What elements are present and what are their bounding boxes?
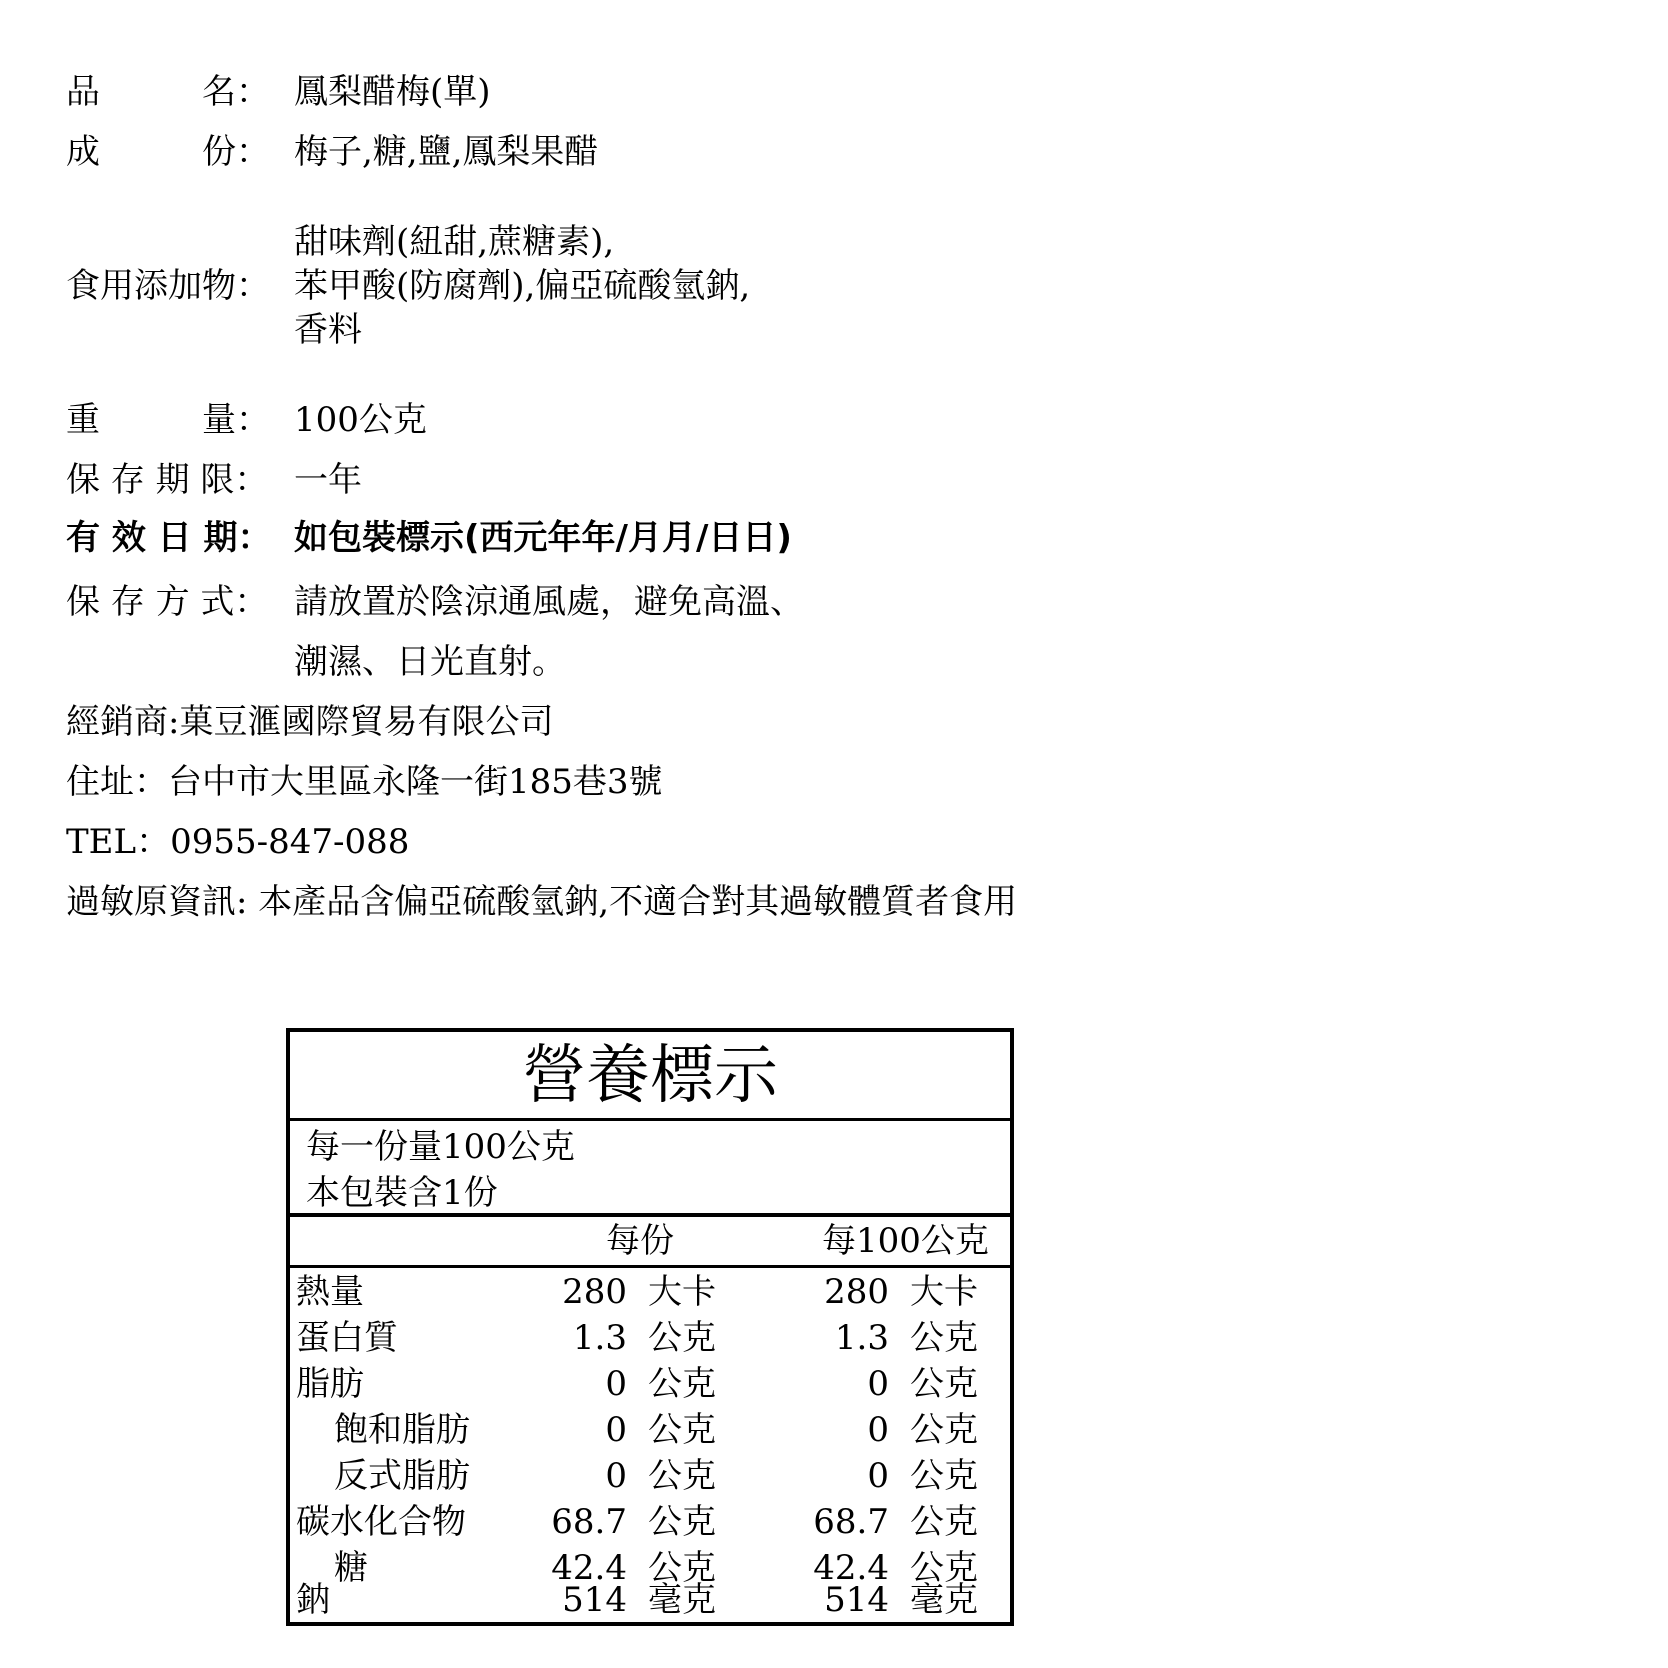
nutrient-name: 蛋白質 xyxy=(296,1318,398,1358)
nutrient-name: 反式脂肪 xyxy=(334,1456,470,1496)
per-serving-unit: 大卡 xyxy=(648,1272,716,1312)
per-serving-unit: 公克 xyxy=(648,1410,716,1450)
table-row xyxy=(290,1315,1010,1361)
address: 住址：台中市大里區永隆一街185巷3號 xyxy=(66,762,663,802)
nutrition-title: 營養標示 xyxy=(290,1032,1010,1121)
per-100g-unit: 毫克 xyxy=(910,1580,978,1620)
per-serving-value: 0 xyxy=(605,1364,627,1404)
distributor: 經銷商:菓豆滙國際貿易有限公司 xyxy=(66,702,554,742)
per-100g-value: 0 xyxy=(867,1364,889,1404)
per-100g-unit: 公克 xyxy=(910,1364,978,1404)
per-100g-value: 0 xyxy=(867,1410,889,1450)
per-serving-unit: 公克 xyxy=(648,1318,716,1358)
shelf-life-value: 一年 xyxy=(294,460,362,500)
nutrient-name: 熱量 xyxy=(296,1272,364,1312)
per-100g-value: 280 xyxy=(824,1272,889,1312)
per-100g-value: 514 xyxy=(824,1580,889,1620)
per-serving-value: 1.3 xyxy=(572,1318,627,1358)
ingredients-value: 梅子,糖,鹽,鳳梨果醋 xyxy=(294,132,599,172)
per-100g-value: 68.7 xyxy=(813,1502,889,1542)
nutrient-name: 飽和脂肪 xyxy=(334,1410,470,1450)
additives-label: 食用添加物： xyxy=(66,266,270,306)
per-serving-unit: 公克 xyxy=(648,1364,716,1404)
col-per-100g: 每100公克 xyxy=(822,1221,989,1261)
table-row xyxy=(290,1361,1010,1407)
per-100g-unit: 公克 xyxy=(910,1456,978,1496)
per-100g-value: 42.4 xyxy=(813,1548,889,1588)
table-row xyxy=(290,1499,1010,1545)
per-100g-value: 0 xyxy=(867,1456,889,1496)
additives-line-2: 苯甲酸(防腐劑),偏亞硫酸氫鈉, xyxy=(294,266,751,306)
expiry-value: 如包裝標示(西元年年/月月/日日) xyxy=(294,518,792,558)
col-per-serving: 每份 xyxy=(606,1221,674,1261)
allergen-info: 過敏原資訊: 本產品含偏亞硫酸氫鈉,不適合對其過敏體質者食用 xyxy=(66,882,1018,922)
nutrient-name: 鈉 xyxy=(296,1580,330,1620)
per-serving-value: 42.4 xyxy=(551,1548,627,1588)
per-serving-value: 514 xyxy=(562,1580,627,1620)
serving-info xyxy=(290,1121,1010,1217)
table-row xyxy=(290,1453,1010,1499)
per-serving-unit: 毫克 xyxy=(648,1580,716,1620)
nutrient-name: 糖 xyxy=(334,1548,368,1588)
table-row xyxy=(290,1269,1010,1315)
per-serving-unit: 公克 xyxy=(648,1548,716,1588)
nutrition-table xyxy=(286,1028,1014,1626)
name-label: 品 名： xyxy=(66,72,270,112)
per-serving-unit: 公克 xyxy=(648,1456,716,1496)
shelf-life-label: 保 存 期 限： xyxy=(66,460,269,500)
nutrient-name: 碳水化合物 xyxy=(296,1502,466,1542)
per-100g-unit: 公克 xyxy=(910,1410,978,1450)
per-serving-value: 280 xyxy=(562,1272,627,1312)
storage-label: 保 存 方 式： xyxy=(66,582,269,622)
per-100g-value: 1.3 xyxy=(834,1318,889,1358)
per-100g-unit: 公克 xyxy=(910,1548,978,1588)
ingredients-label: 成 份： xyxy=(66,132,270,172)
per-100g-unit: 公克 xyxy=(910,1318,978,1358)
storage-line-2: 潮濕、日光直射。 xyxy=(294,642,566,682)
storage-line-1: 請放置於陰涼通風處，避免高溫、 xyxy=(294,582,804,622)
table-row xyxy=(290,1407,1010,1453)
serving-size: 每一份量100公克 xyxy=(306,1127,575,1167)
per-serving-value: 68.7 xyxy=(551,1502,627,1542)
additives-line-1: 甜味劑(紐甜,蔗糖素), xyxy=(294,222,615,262)
telephone: TEL：0955-847-088 xyxy=(66,822,410,862)
per-serving-value: 0 xyxy=(605,1410,627,1450)
nutrient-name: 脂肪 xyxy=(296,1364,364,1404)
per-serving-value: 0 xyxy=(605,1456,627,1496)
column-header xyxy=(290,1217,1010,1268)
additives-line-3: 香料 xyxy=(294,310,362,350)
name-value: 鳳梨醋梅(單) xyxy=(294,72,491,112)
per-serving-unit: 公克 xyxy=(648,1502,716,1542)
per-100g-unit: 大卡 xyxy=(910,1272,978,1312)
expiry-label: 有 效 日 期： xyxy=(66,518,272,558)
per-100g-unit: 公克 xyxy=(910,1502,978,1542)
weight-value: 100公克 xyxy=(294,400,427,440)
table-row xyxy=(290,1577,1010,1623)
weight-label: 重 量： xyxy=(66,400,270,440)
servings-per-pack: 本包裝含1份 xyxy=(306,1173,498,1213)
